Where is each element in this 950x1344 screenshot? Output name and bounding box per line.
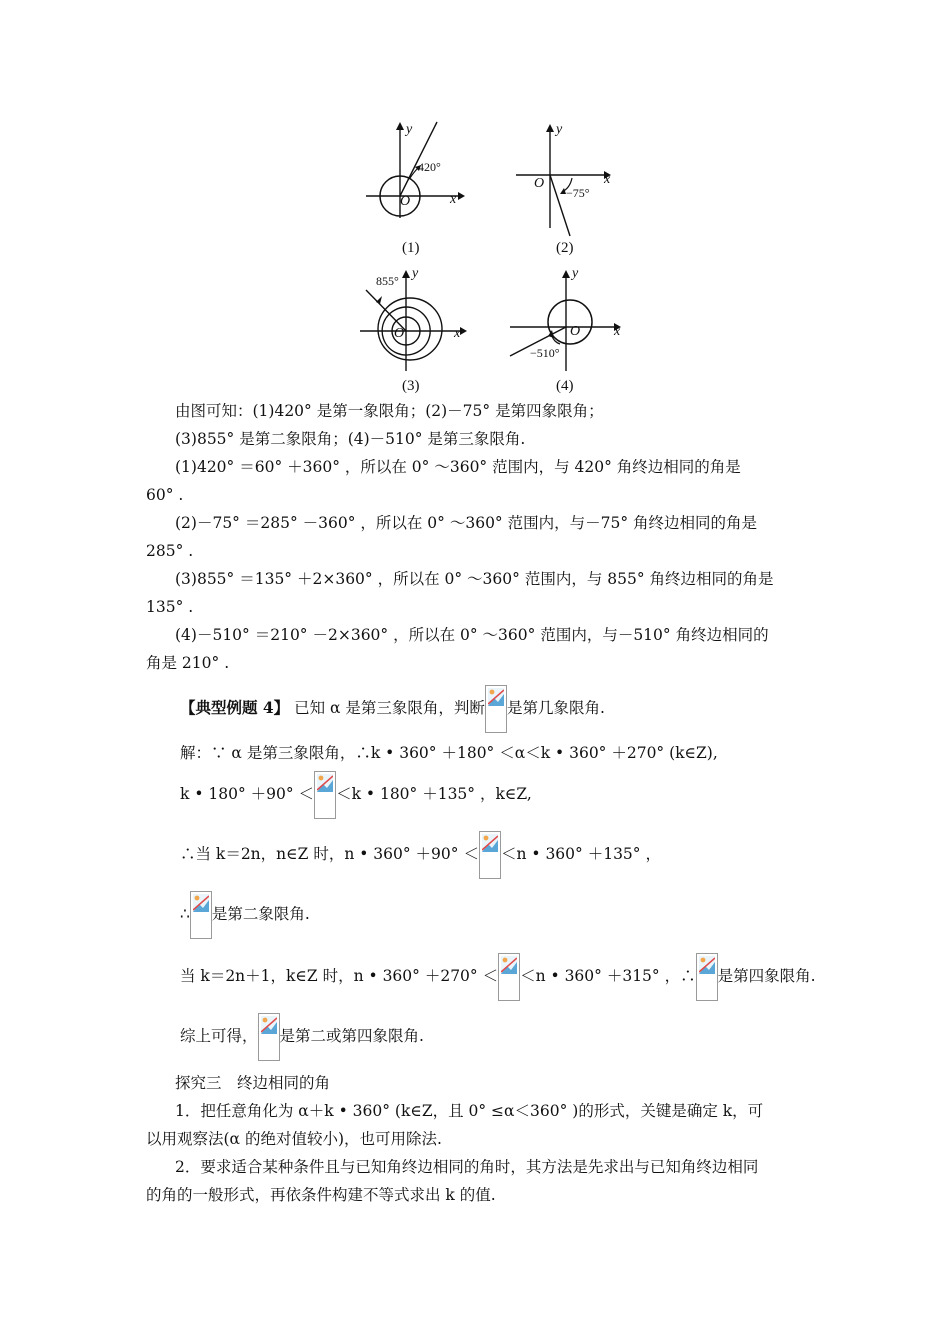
y-axis-label: y [406,122,413,137]
solution-line-1: 解：∵ α 是第三象限角，∴k • 360° ＋180° ＜α＜k • 360° ＋270° (k∈Z), [180,744,718,762]
figure-1-caption: (1) [402,240,420,256]
text-line: (4)－510° ＝210° －2×360° ，所以在 0° ～360° 范围内，与－510° 角终边相同的 [175,626,769,644]
figure-3-caption: (3) [402,378,420,394]
angle-label: 855° [376,274,399,288]
x-axis-label: x [614,324,621,339]
text-line: 1．把任意角化为 α＋k • 360° (k∈Z，且 0° ≤α＜360° )的形式，关键是确定 k，可 [175,1102,764,1120]
text-line: (2)－75° ＝285° －360° ，所以在 0° ～360° 范围内，与－75° 角终边相同的角是 [175,514,758,532]
solution-text: ＜n • 360° ＋315° ，∴ [520,967,696,985]
example-text: 是第几象限角. [506,699,605,717]
figure-4 [504,266,634,376]
angle-label: −75° [566,186,590,200]
solution-text: 是第二或第四象限角. [279,1027,424,1045]
figure-2-caption: (2) [556,240,574,256]
solution-text: 综上可得， [180,1027,258,1045]
solution-text: 是第二象限角. [211,905,310,923]
text-line: (3)855° ＝135° ＋2×360° ，所以在 0° ～360° 范围内，与 855° 角终边相同的角是 [175,570,774,588]
solution-line-3 [180,830,661,879]
solution-text: k • 180° ＋90° ＜ [180,785,315,803]
figure-2 [512,118,622,238]
text-line: 角是 210° . [146,654,230,672]
x-axis-label: x [604,172,611,187]
y-axis-label: y [572,266,579,281]
y-axis-label: y [556,122,563,137]
solution-line-6 [180,1012,424,1061]
solution-line-2 [180,770,532,819]
example-4-heading [180,684,605,733]
text-line: 由图可知：(1)420° 是第一象限角；(2)－75° 是第四象限角； [175,402,604,420]
image-placeholder-icon [696,953,718,1001]
solution-text: 是第四象限角. [717,967,816,985]
image-placeholder-icon [498,953,520,1001]
image-placeholder-icon [485,685,507,733]
solution-line-5 [180,952,816,1001]
text-line: 135° . [146,598,194,616]
text-line: 285° . [146,542,194,560]
image-placeholder-icon [258,1013,280,1061]
text-line: 2．要求适合某种条件且与已知角终边相同的角时，其方法是先求出与已知角终边相同 [175,1158,759,1176]
origin-label: O [394,326,405,341]
text-line: (1)420° ＝60° ＋360° ，所以在 0° ～360° 范围内，与 420° 角终边相同的角是 [175,458,741,476]
figure-3 [346,266,476,376]
x-axis-label: x [450,192,457,207]
image-placeholder-icon [314,771,336,819]
image-placeholder-icon [479,831,501,879]
section-heading: 探究三 终边相同的角 [175,1074,331,1092]
solution-text: 当 k＝2n＋1，k∈Z 时，n • 360° ＋270° ＜ [180,967,499,985]
text-line: (3)855° 是第二象限角；(4)－510° 是第三象限角. [175,430,526,448]
origin-label: O [534,176,545,191]
figure-1 [360,118,470,218]
image-placeholder-icon [190,891,212,939]
text-line: 以用观察法(α 的绝对值较小)，也可用除法. [146,1130,442,1148]
solution-text: ∴当 k＝2n，n∈Z 时，n • 360° ＋90° ＜ [180,845,479,863]
angle-label: 420° [418,160,441,174]
text-line: 的角的一般形式，再依条件构建不等式求出 k 的值. [146,1186,496,1204]
solution-text: ∴ [180,905,190,923]
angle-label: −510° [530,346,560,360]
y-axis-label: y [412,266,419,281]
solution-line-4 [180,890,310,939]
solution-text: ＜n • 360° ＋135° ， [500,845,661,863]
origin-label: O [400,194,411,209]
solution-text: ＜k • 180° ＋135° ，k∈Z, [336,785,532,803]
example-text: 已知 α 是第三象限角，判断 [289,699,485,717]
x-axis-label: x [454,326,461,341]
origin-label: O [570,324,581,339]
figure-4-caption: (4) [556,378,574,394]
text-line: 60° . [146,486,184,504]
example-label: 【典型例题 4】 [180,698,290,717]
